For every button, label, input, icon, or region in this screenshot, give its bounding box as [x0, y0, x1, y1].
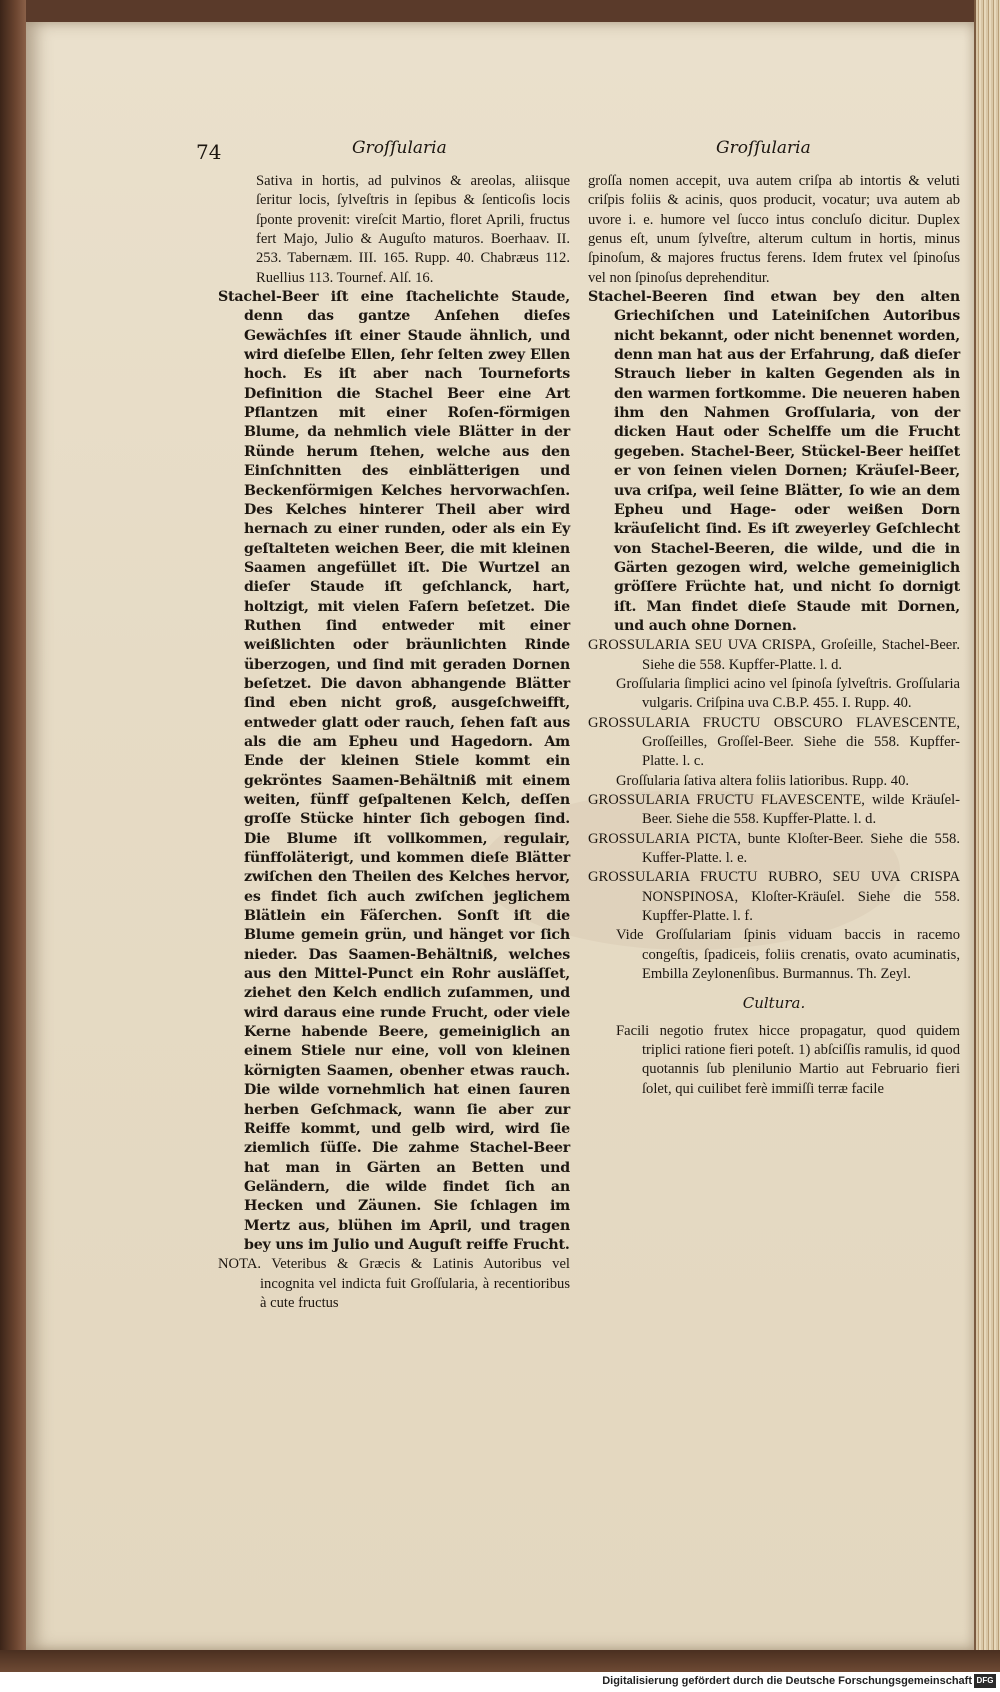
left-column — [218, 172, 570, 1313]
left-column-paragraph: Stachel-Beer iſt eine ſtachelichte Staude, denn das gantze Anſehen dieſes Gewächſes iſt einer Staude ähnlich, und wird dieſelbe Ellen, ſehr ſelten zwey Ellen hoch. Es iſt aber nach Tourneforts Definition die Stachel Beer eine Art Pflantzen mit einer Roſen-förmigen Blume, da nehmlich viele Blätter in der Ründe herum ſtehen, welche aus den Einſchnitten des einblätterigen und Beckenförmigen Kelches hervorwachſen. Des Kelches hinterer Theil aber wird hernach zu einer runden, oder als ein Ey geſtalteten weichen Beer, die mit kleinen Saamen angefüllet iſt. Die Wurtzel an dieſer Staude iſt geſchlanck, hart, holtzigt, mit vielen Faſern beſetzet. Die Ruthen ſind entweder mit einer weißlichten oder bräunlichten Rinde überzogen, und ſind mit geraden Dornen beſetzet. Die davon abhangende Blätter ſind eben nicht groß, ausgeſchweifft, entweder glatt oder rauch, ſehen faſt aus als die am Epheu und Hagedorn. Am Ende der kleinen Stiele kommt ein gekröntes Saamen-Behältniß mit einem weiten, fünff geſpaltenen Kelch, deſſen groſſe Stücke hinter ſich gebogen ſind. Die Blume iſt vollkommen, regulair, fünffoläterigt, und kommen dieſe Blätter zwiſchen den Theilen des Kelches hervor, es findet ſich auch zwiſchen jeglichem Blätlein ein Fäſerchen. Sonſt iſt die Blume gemein grün, und hänget vor ſich nieder. Das Saamen-Behältniß, welches aus den Mittel-Punct ein Rohr ausläſſet, ziehet den Kelch endlich zuſammen, und wird daraus eine runde Frucht, oder viele Kerne habende Beere, gemeiniglich an einem Stiele nur eine, voll von kleinen körnigten Saamen, obenher etwas rauch. Die wilde vornehmlich hat einen ſauren herben Geſchmack, wann ſie aber zur Reiffe kommt, und gelb wird, wird ſie ziemlich ſüſſe. Die zahme Stachel-Beer hat man in Gärten an Betten und Geländern, die wilde findet ſich an Hecken und Zäunen. Sie ſchlagen im Mertz aus, blühen im April, und tragen bey uns im Julio und Auguſt reiffe Frucht. — [218, 289, 570, 1253]
book-page-edges — [974, 0, 1000, 1692]
right-column-paragraph: GROSSULARIA FRUCTU FLAVESCENTE, wilde Kräuſel-Beer. Siehe die 558. Kupffer-Platte. l. d. — [588, 792, 960, 828]
right-column-paragraph: GROSSULARIA SEU UVA CRISPA, Groſeille, Stachel-Beer. Siehe die 558. Kupffer-Platte. l. d. — [588, 637, 960, 673]
right-column-paragraph: GROSSULARIA FRUCTU RUBRO, SEU UVA CRISPA NONSPINOSA, Kloſter-Kräuſel. Siehe die 558. Kupffer-Platte. l. f. — [588, 869, 960, 925]
right-column-paragraph: Facili negotio frutex hicce propagatur, quod quidem triplici ratione fieri poteſt. 1) abſciſſis ramulis, id quod quotannis ſub plenilunio Martio aut Februario fieri ſolet, qui cuilibet ferè immiſſi terræ facile — [616, 1022, 960, 1097]
right-column-paragraph: Groſſularia ſimplici acino vel ſpinoſa ſylveſtris. Groſſularia vulgaris. Criſpina uva C.B.P. 455. I. Rupp. 40. — [616, 675, 960, 712]
running-header-right: Groſſularia — [716, 138, 811, 158]
right-column-paragraph: Cultura. — [742, 994, 806, 1013]
footer-credit: Digitalisierung gefördert durch die Deutsche Forschungsgemeinschaft — [602, 1675, 972, 1687]
left-column-paragraph: NOTA. Veteribus & Græcis & Latinis Autoribus vel incognita vel indicta fuit Groſſularia, à recentioribus à cute fructus — [218, 1256, 570, 1311]
running-header-left: Groſſularia — [352, 138, 447, 158]
right-column-paragraph: Stachel-Beeren ſind etwan bey den alten Griechiſchen und Lateiniſchen Autoribus nicht bekannt, oder nicht benennet worden, denn man hat aus der Erfahrung, daß dieſer Strauch lieber in kalten Gegenden als in den warmen fortkomme. Die neueren haben ihm den Nahmen Groſſularia, von der dicken Haut oder Schelffe um die Frucht gegeben. Stachel-Beer, Stückel-Beer heiſſet er von ſeinen vielen Dornen; Kräuſel-Beer, uva criſpa, weil ſeine Blätter, ſo wie an dem Epheu und Hage- oder weißen Dorn kräuſelicht ſind. Es iſt zweyerley Geſchlecht von Stachel-Beeren, die wilde, und die in Gärten gezogen wird, welche gemeiniglich gröſſere Früchte hat, und nicht ſo dornigt iſt. Man findet dieſe Staude mit Dornen, und auch ohne Dornen. — [588, 289, 960, 634]
right-column — [588, 172, 960, 1099]
right-column-paragraph: Vide Groſſulariam ſpinis viduam baccis in racemo congeſtis, ſpadiceis, foliis crenatis, ovato acuminatis, Embilla Zeylonenſibus. Burmannus. Th. Zeyl. — [616, 927, 960, 983]
right-column-paragraph: GROSSULARIA PICTA, bunte Kloſter-Beer. Siehe die 558. Kuffer-Platte. l. e. — [588, 830, 960, 867]
dfg-logo: DFG — [974, 1674, 996, 1688]
book-binding-left — [0, 0, 26, 1692]
right-column-paragraph: groſſa nomen accepit, uva autem criſpa ab intortis & veluti criſpis foliis & acinis, quos producit, vocatur; uva autem ab uvore i. e. humore vel ſucco intus concluſo dicitur. Duplex genus eſt, unum ſylveſtre, alterum cultum in hortis, minus ſpinoſum, & majores fructus ferens. Idem frutex vel ſpinoſus vel non ſpinoſus deprehenditur. — [588, 173, 960, 286]
left-column-paragraph: Sativa in hortis, ad pulvinos & areolas, aliisque ſeritur locis, ſylveſtris in ſepibus & ſenticoſis locis ſponte provenit: vireſcit Martio, floret Aprili, fructus fert Majo, Julio & Auguſto maturos. Boerhaav. II. 253. Tabernæm. III. 165. Rupp. 40. Chabræus 112. Ruellius 113. Tournef. Alſ. 16. — [256, 173, 570, 286]
page-number: 74 — [196, 140, 222, 164]
right-column-paragraph: Groſſularia ſativa altera foliis latioribus. Rupp. 40. — [616, 772, 910, 789]
right-column-paragraph: GROSSULARIA FRUCTU OBSCURO FLAVESCENTE, Groſſeilles, Groſſel-Beer. Siehe die 558. Kupffer-Platte. l. c. — [588, 714, 960, 770]
scan-bottom-edge — [0, 1650, 1000, 1672]
